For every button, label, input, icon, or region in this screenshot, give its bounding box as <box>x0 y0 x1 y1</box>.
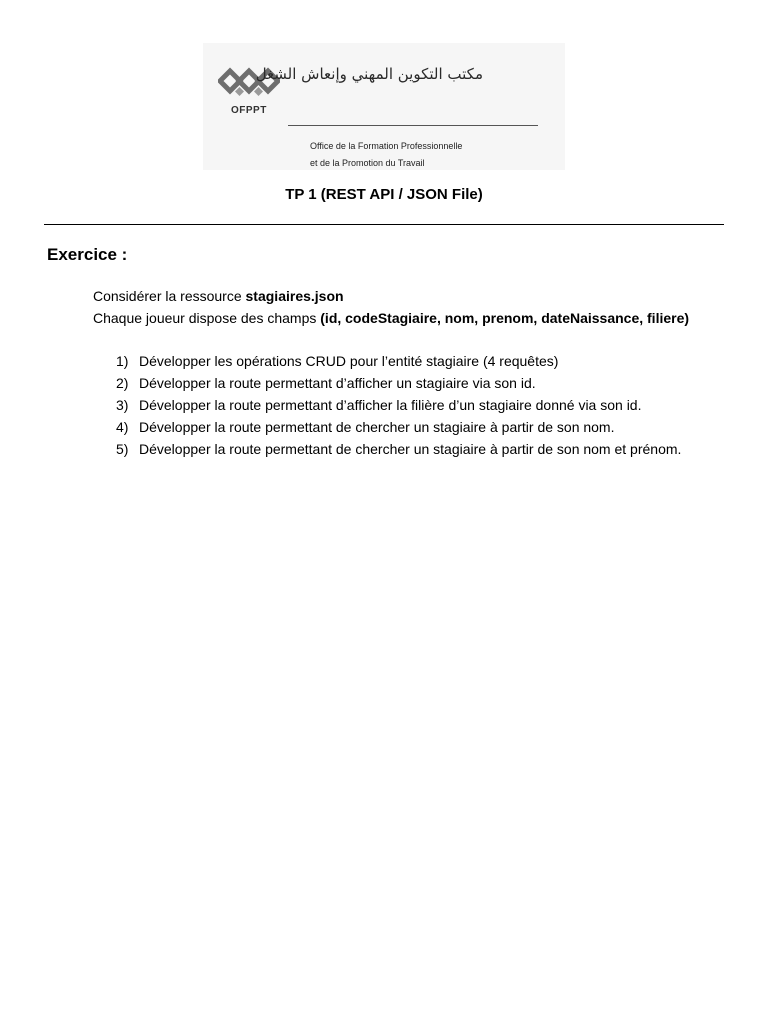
task-number: 5) <box>116 441 129 457</box>
task-text: Développer la route permettant de chercher un stagiaire à partir de son nom et prénom. <box>139 441 682 457</box>
title-divider <box>44 224 724 225</box>
task-item <box>93 416 721 438</box>
task-item <box>93 394 721 416</box>
intro-line-resource <box>93 285 733 307</box>
intro-resource-name: stagiaires.json <box>245 288 344 304</box>
task-number: 4) <box>116 419 129 435</box>
logo-arabic-name: مكتب التكوين المهني وإنعاش الشغل <box>255 65 483 83</box>
task-text: Développer la route permettant d’afficher la filière d’un stagiaire donné via son id. <box>139 397 642 413</box>
section-heading: Exercice : <box>47 245 128 264</box>
logo-office-line-1: Office de la Formation Professionnelle <box>310 141 463 151</box>
intro-line-2-text: Chaque joueur dispose des champs <box>93 310 321 326</box>
task-list <box>93 350 721 460</box>
document-title: TP 1 (REST API / JSON File) <box>285 186 483 203</box>
logo-acronym: OFPPT <box>231 105 267 116</box>
intro-field-list: (id, codeStagiaire, nom, prenom, dateNaissance, filiere) <box>320 310 690 326</box>
task-text: Développer la route permettant d’afficher un stagiaire via son id. <box>139 375 536 391</box>
task-item <box>93 350 721 372</box>
intro-line-fields <box>93 307 733 329</box>
intro-line-1-text: Considérer la ressource <box>93 288 246 304</box>
logo-divider <box>288 125 538 126</box>
ofppt-header-logo <box>203 43 565 170</box>
task-text: Développer les opérations CRUD pour l’entité stagiaire (4 requêtes) <box>139 353 559 369</box>
logo-office-line-2: et de la Promotion du Travail <box>310 158 425 168</box>
logo-office-name <box>310 138 462 172</box>
task-number: 1) <box>116 353 129 369</box>
task-item <box>93 438 721 460</box>
task-number: 2) <box>116 375 129 391</box>
task-text: Développer la route permettant de chercher un stagiaire à partir de son nom. <box>139 419 615 435</box>
exercise-intro <box>93 285 733 329</box>
task-item <box>93 372 721 394</box>
task-number: 3) <box>116 397 129 413</box>
